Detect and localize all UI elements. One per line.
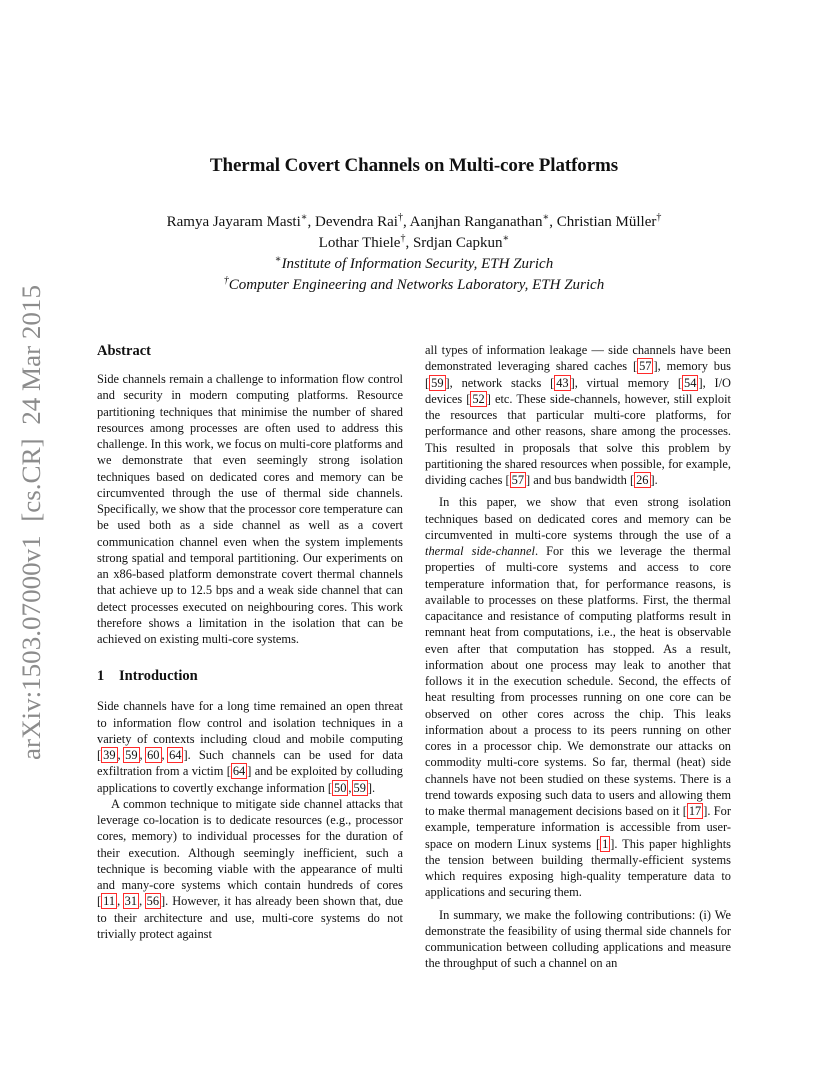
author-mark: † bbox=[397, 212, 403, 223]
intro-paragraph-5: In summary, we make the following contributions: (i) We demonstrate the feasibility of using thermal side channels for communication between colluding applications and measure the throughput of such a channel on an bbox=[425, 907, 731, 971]
paragraph-text: ] and bus bandwidth [ bbox=[526, 473, 635, 487]
citation-link[interactable]: 59 bbox=[353, 780, 366, 795]
citation-link[interactable]: 52 bbox=[472, 391, 485, 406]
arxiv-identifier-text: arXiv:1503.07000v1 [cs.CR] 24 Mar 2015 bbox=[16, 294, 46, 760]
author-name: Aanjhan Ranganathan bbox=[409, 214, 543, 230]
paragraph-text: A common technique to mitigate side channel attacks that leverage co-location is to dedicate resources (e.g., processor cores, memory) to individual processes for the duration of their execution. Although seemingly inefficient, such a technique is becoming viable with the appearance of multi and many-core systems which contain hundreds of cores [ bbox=[97, 796, 403, 909]
author-mark: † bbox=[656, 212, 662, 223]
author-line-1: Ramya Jayaram Masti∗, Devendra Rai†, Aanjhan Ranganathan∗, Christian Müller† bbox=[166, 212, 662, 230]
emphasis-text: thermal side-channel bbox=[425, 544, 535, 558]
affiliation-2 bbox=[0, 275, 828, 296]
abstract-heading: Abstract bbox=[97, 343, 151, 359]
author-name: Srdjan Capkun bbox=[412, 235, 503, 251]
affiliation-text: Computer Engineering and Networks Laboratory, ETH Zurich bbox=[228, 277, 605, 293]
intro-paragraph-2: A common technique to mitigate side channel attacks that leverage co-location is to dedicate resources (e.g., processor cores, memory) to individual processes for the duration of their execution. Although seemingly inefficient, such a technique is becoming viable with the appearance of multi and many-core systems which contain hundreds of cores [ 11 , 31 , 56 ]. However, it has already been shown that, due to their architecture and use, multi-core systems do not trivially protect against bbox=[97, 796, 403, 941]
section-number: 1 bbox=[97, 668, 105, 685]
affiliation-mark: † bbox=[223, 275, 229, 286]
paper-title: Thermal Covert Channels on Multi-core Platforms bbox=[209, 155, 619, 176]
author-mark: ∗ bbox=[300, 212, 308, 223]
author-name: Lothar Thiele bbox=[318, 235, 401, 251]
affiliation-1 bbox=[0, 254, 828, 275]
citation-link[interactable]: 50 bbox=[334, 780, 347, 795]
author-mark: ∗ bbox=[542, 212, 550, 223]
right-column bbox=[425, 342, 731, 972]
paragraph-text: ]. This paper highlights the tension between building thermally-efficient systems which requires exposing high-quality temperature data to applications and securing them. bbox=[425, 836, 732, 900]
paragraph-text: In this paper, we show that even strong isolation techniques based on dedicated cores and memory can be circumvented in multi-core systems through the use of a bbox=[425, 495, 731, 542]
intro-paragraph-1: Side channels have for a long time remained an open threat to information flow control and isolation techniques in a variety of contexts including cloud and mobile computing [ 39 , 59 , 60 , 64 ]. Such channels can be used for data exfiltration from a victim [ 64 ] and be exploited by colluding applications to covertly exchange information [ 50 , 59 ]. bbox=[97, 699, 403, 795]
citation-link[interactable]: 57 bbox=[639, 359, 652, 374]
abstract-body: Side channels remain a challenge to information flow control and security in modern computing platforms. Resource partitioning techniques that minimise the number of shared resources among processes are often used to address this challenge. In this work, we focus on multi-core platforms and we demonstrate that even seemingly strong isolation techniques based on dedicated cores and memory can be circumvented through the use of thermal side channels. Specifically, we show that the processor core temperature can be used both as a side channel as well as a covert communication channel even when the system implements strong spatial and temporal partitioning. Our experiments on an x86-based platform demonstrate covert thermal channels that achieve up to 12.5 bps and a weak side channel that can detect processes executed on neighbouring cores. This work therefore shows a limitation in the isolation that can be achieved on existing multi-core systems. bbox=[97, 372, 403, 646]
citation-link[interactable]: 64 bbox=[232, 764, 246, 779]
author-line-2: Lothar Thiele†, Srdjan Capkun∗ bbox=[318, 233, 510, 251]
citation-link[interactable]: 11 bbox=[103, 894, 116, 909]
paragraph-text: ] and be exploited by colluding applications to covertly exchange information [ bbox=[97, 764, 403, 795]
citation-link[interactable]: 26 bbox=[636, 473, 649, 487]
paragraph-text: . For this we leverage the thermal properties of multi-core systems and access to core temperature information that, for performance reasons, is available to processes on these platforms. First, the thermal capacitance and resistance of computing platforms result in remnant heat from computations, i.e., the heat is observable even after that computation has stopped. As a result, information about one process may leak to another that follows it in the execution schedule. Second, the effects of heat resulting from processes running on one core can be observed on other cores across the chip. This leaks information about a process to its peers running on other cores in a processor chip. We demonstrate our attacks on commodity multi-core systems. So far, thermal (heat) side channels have not been studied on these systems. There is a trend towards exposing such data to users and allowing them to make thermal management decisions based on it [ bbox=[425, 544, 732, 818]
arxiv-identifier-stamp bbox=[14, 285, 48, 760]
paragraph-text: ]. Such channels can be used for data exfiltration from a victim [ bbox=[97, 748, 403, 779]
citation-link[interactable]: 43 bbox=[556, 375, 569, 390]
citation-link[interactable]: 60 bbox=[147, 748, 160, 762]
paragraph-text: ]. bbox=[650, 473, 658, 487]
left-column bbox=[97, 342, 403, 942]
paragraph-text: ], virtual memory [ bbox=[570, 375, 683, 390]
section-heading bbox=[97, 667, 403, 685]
citation-link[interactable]: 31 bbox=[124, 894, 138, 909]
paragraph-text: ]. bbox=[367, 780, 376, 795]
citation-link[interactable]: 17 bbox=[688, 804, 702, 818]
affiliation-text: Institute of Information Security, ETH Zurich bbox=[281, 256, 554, 272]
paragraph-text: Side channels have for a long time remained an open threat to information flow control and isolation techniques in a variety of contexts including cloud and mobile computing [ bbox=[97, 699, 403, 762]
citation-link[interactable]: 59 bbox=[431, 375, 444, 390]
author-mark: ∗ bbox=[502, 233, 510, 244]
paragraph-text: ], memory bus [ bbox=[425, 359, 731, 390]
author-name: Devendra Rai bbox=[315, 214, 398, 230]
intro-paragraph-4 bbox=[425, 494, 731, 900]
citation-link[interactable]: 56 bbox=[146, 894, 160, 909]
paragraph-text: all types of information leakage — side channels have been demonstrated leveraging shared caches [ bbox=[425, 343, 731, 374]
citation-link[interactable]: 1 bbox=[602, 836, 609, 851]
intro-paragraph-3 bbox=[425, 342, 731, 488]
author-name: Christian Müller bbox=[556, 214, 657, 230]
paragraph-text: ], I/O devices [ bbox=[425, 375, 731, 406]
citation-link[interactable]: 54 bbox=[684, 375, 697, 390]
paragraph-text: ] etc. These side-channels, however, still exploit the resources that particular multi-core platforms, for performance and other reasons, share among the processes. This resulted in proposals that solve this problem by partitioning the shared resources when possible, for example, dividing caches [ bbox=[425, 391, 731, 487]
paragraph-text: ]. However, it has already been shown that, due to their architecture and use, multi-core systems do not trivially protect against bbox=[97, 894, 403, 941]
citation-link[interactable]: 39 bbox=[103, 748, 116, 762]
affiliation-mark: ∗ bbox=[274, 254, 282, 265]
citation-link[interactable]: 64 bbox=[169, 748, 182, 762]
paragraph-text: ], network stacks [ bbox=[445, 375, 555, 390]
citation-link[interactable]: 57 bbox=[511, 473, 525, 487]
author-name: Ramya Jayaram Masti bbox=[166, 214, 301, 230]
section-title: Introduction bbox=[119, 668, 198, 685]
author-mark: † bbox=[400, 233, 406, 244]
citation-link[interactable]: 59 bbox=[125, 748, 138, 762]
paragraph-text: ]. For example, temperature information is accessible from user-space on modern Linux systems [ bbox=[425, 804, 731, 851]
author-block bbox=[0, 212, 828, 296]
